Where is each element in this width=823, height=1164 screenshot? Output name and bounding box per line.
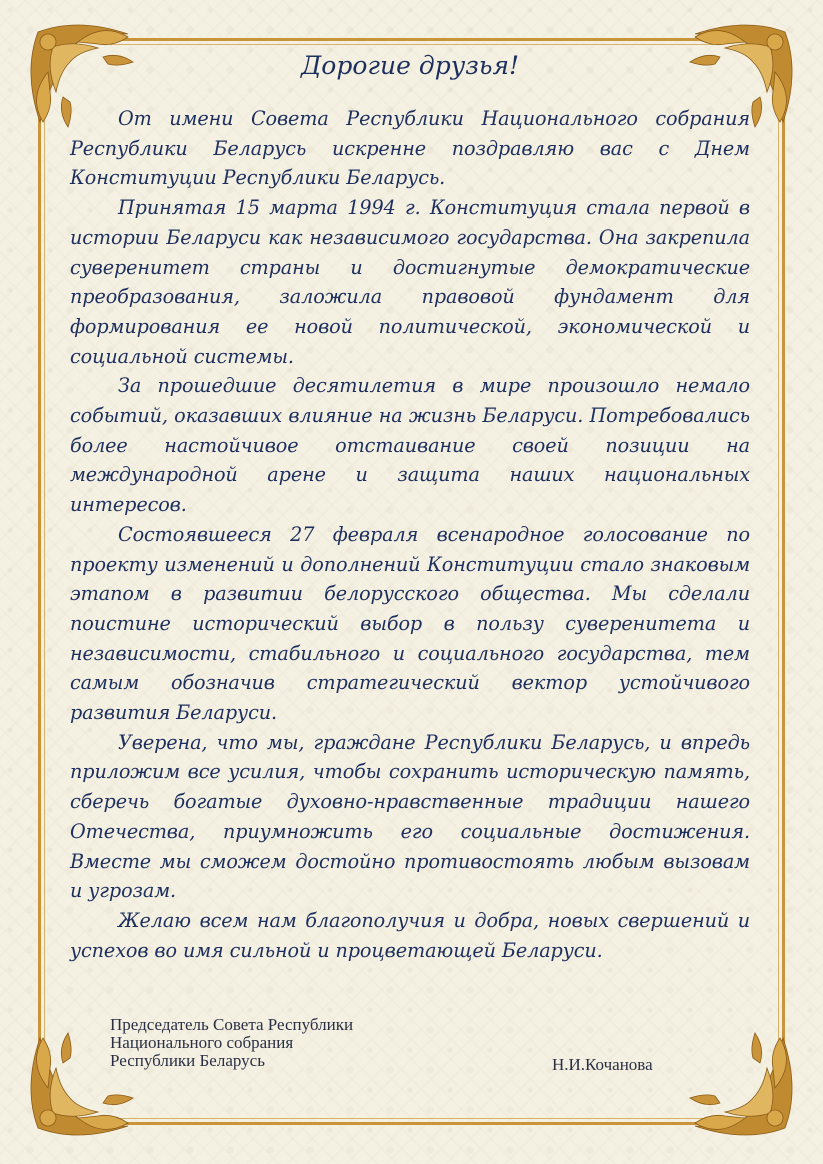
signature-title-line: Республики Беларусь [110,1051,265,1070]
frame-border-right [782,100,785,1064]
greeting-heading: Дорогие друзья! [300,51,520,80]
corner-ornament-icon [675,1018,805,1148]
frame-inner-top [110,44,713,45]
frame-border-top [100,38,723,41]
letter-paragraph: За прошедшие десятилетия в мире произошло немало событий, оказавших влияние на жизнь Беларуси. Потребовались более настойчивое отстаивание своей позиции на международной арене и защита наших национальных интересов. [70,374,750,517]
signature-title-line: Национального собрания [110,1033,294,1052]
frame-inner-bottom [110,1118,713,1119]
letter-paragraph: Принятая 15 марта 1994 г. Конституция стала первой в истории Беларуси как независимого государства. Она закрепила суверенитет страны и достигнутые демократические преобразования, заложила правовой фундамент для формирования ее новой политической, экономической и социальной системы. [70,196,750,368]
frame-inner-right [778,110,779,1054]
letter-paragraph: Уверена, что мы, граждане Республики Беларусь, и впредь приложим все усилия, чтобы сохранить историческую память, сберечь богатые духовно-нравственные традиции нашего Отечества, приумножить его социальные достижения. Вместе мы сможем достойно противостоять любым вызовам и угрозам. [70,730,750,903]
frame-border-left [38,100,41,1064]
letter-paragraph: Состоявшееся 27 февраля всенародное голосование по проекту изменений и дополнений Конституции стало знаковым этапом в развитии белорусского общества. Мы сделали поистине исторический выбор в пользу суверенитета и независимости, стабильного и социального государства, тем самым обозначив стратегический вектор устойчивого развития Беларуси. [70,522,750,725]
signature-name: Н.И.Кочанова [552,1055,653,1074]
frame-inner-left [44,110,45,1054]
frame-border-bottom [100,1122,723,1125]
signature-title-line: Председатель Совета Республики [110,1015,354,1034]
letter-body [70,50,750,965]
letter-paragraph: Желаю всем нам благополучия и добра, новых свершений и успехов во имя сильной и процветающей Беларуси. [70,908,750,962]
letter-paragraph: От имени Совета Республики Национального собрания Республики Беларусь искренне поздравляю вас с Днем Конституции Республики Беларусь. [70,107,750,190]
